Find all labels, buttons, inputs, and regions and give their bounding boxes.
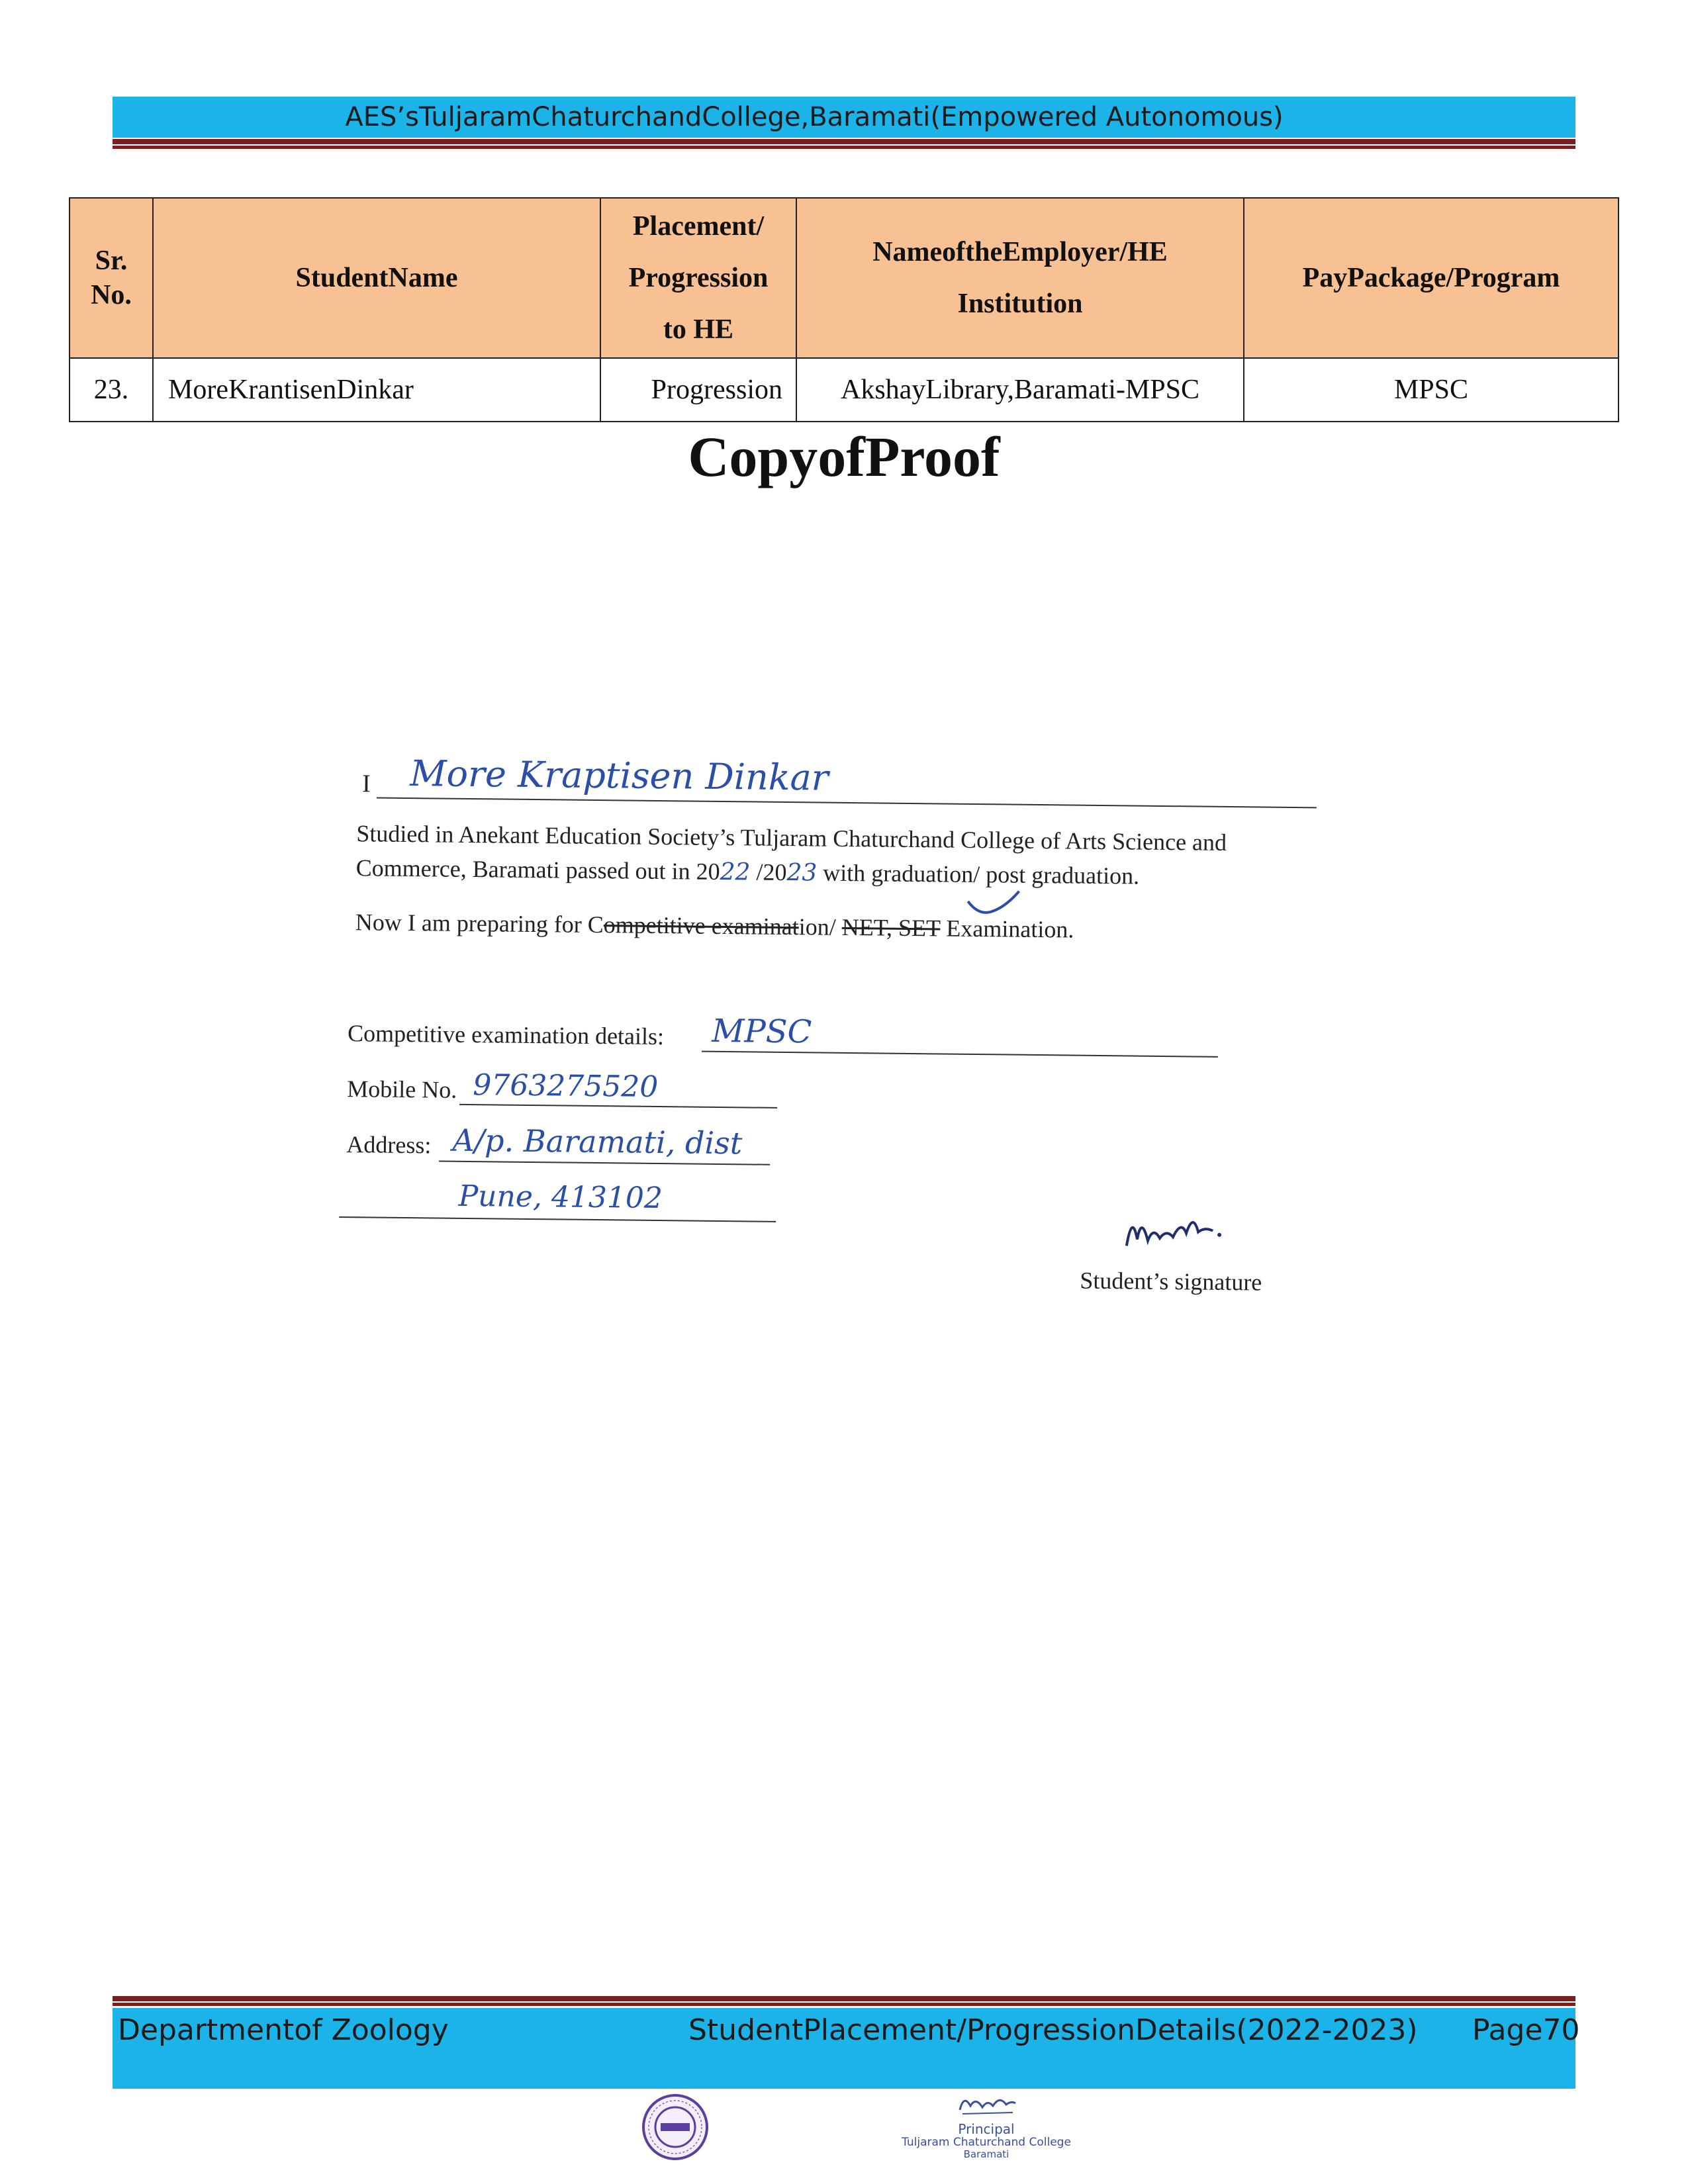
table-header-row xyxy=(70,198,1618,358)
col-header-pay-package: PayPackage/Program xyxy=(1244,198,1618,358)
cell-placement: Progression xyxy=(600,358,796,422)
cell-sr: 23. xyxy=(70,358,153,422)
col-header-sr: Sr. No. xyxy=(70,198,153,358)
address-line-1: A/p. Baramati, dist xyxy=(452,1122,743,1161)
address-label: Address: xyxy=(346,1131,432,1159)
section-title: CopyofProof xyxy=(688,425,1000,488)
header-rule-thin xyxy=(113,146,1575,149)
cell-pay-package: MPSC xyxy=(1244,358,1618,422)
footer-page-number: Page70 xyxy=(1472,2013,1580,2047)
principal-signature-mark xyxy=(947,2090,1026,2119)
principal-college: Tuljaram Chaturchand College xyxy=(902,2136,1071,2149)
exam-underline xyxy=(702,1051,1218,1058)
exam-details-label: Competitive examination details: xyxy=(347,1020,665,1050)
principal-city: Baramati xyxy=(963,2148,1009,2160)
college-seal-icon xyxy=(641,2093,710,2161)
footer-rule xyxy=(113,1996,1575,2001)
address-line-2: Pune, 413102 xyxy=(458,1179,663,1216)
col-header-placement: Placement/ Progression to HE xyxy=(600,198,796,358)
placement-table xyxy=(69,197,1619,422)
footer-center-title: StudentPlacement/ProgressionDetails(2022-2023) xyxy=(688,2013,1418,2047)
address-underline-2 xyxy=(339,1216,776,1222)
student-signature-mark xyxy=(1120,1199,1227,1260)
i-label: I xyxy=(361,770,371,798)
col-header-student-name: StudentName xyxy=(153,198,600,358)
year-from: 22 xyxy=(720,858,751,886)
header-rule xyxy=(113,139,1575,144)
handwritten-name: More Kraptisen Dinkar xyxy=(409,752,829,799)
mobile-underline xyxy=(459,1104,777,1109)
year-to: 23 xyxy=(786,859,818,887)
principal-stamp xyxy=(887,2090,1086,2169)
signature-label: Student’s signature xyxy=(1080,1267,1262,1296)
mobile-label: Mobile No. xyxy=(347,1075,457,1103)
preparing-line: Now I am preparing for Competitive examination/ NET, SET Examination. xyxy=(355,909,1074,943)
exam-details-value: MPSC xyxy=(711,1012,812,1051)
footer-rule-thin xyxy=(113,2003,1575,2006)
header-title: AES’sTuljaramChaturchandCollege,Baramati(Empowered Autonomous) xyxy=(345,102,1284,132)
col-header-employer: NameoftheEmployer/HE Institution xyxy=(796,198,1244,358)
studied-line-2: Commerce, Baramati passed out in 2022 /2023 with graduation/ post graduation. xyxy=(355,854,1140,889)
cell-employer: AkshayLibrary,Baramati-MPSC xyxy=(796,358,1244,422)
table-row xyxy=(70,358,1618,422)
proof-letter xyxy=(338,728,1377,1334)
principal-title: Principal xyxy=(958,2121,1015,2137)
mobile-value: 9763275520 xyxy=(473,1068,659,1104)
cell-student-name: MoreKrantisenDinkar xyxy=(153,358,600,422)
address-underline-1 xyxy=(439,1161,770,1165)
footer-department: Departmentof Zoology xyxy=(118,2013,449,2047)
studied-line-1: Studied in Anekant Education Society’s Tuljaram Chaturchand College of Arts Science and xyxy=(356,820,1227,856)
name-underline xyxy=(377,797,1317,809)
